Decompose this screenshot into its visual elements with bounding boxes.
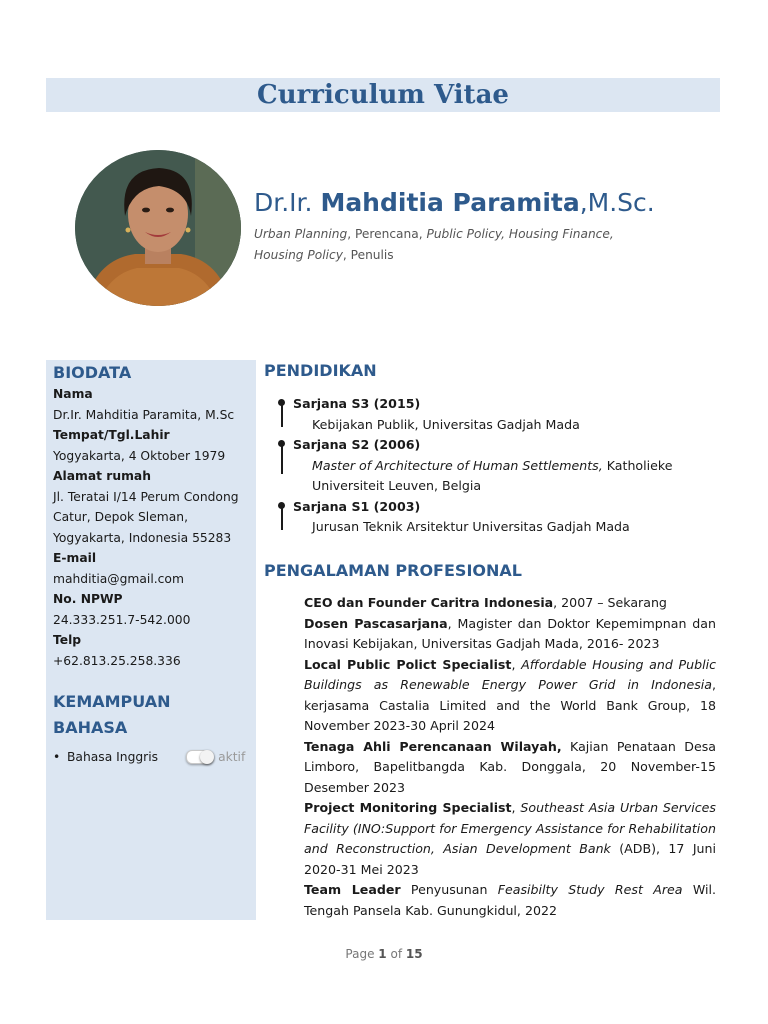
biodata-label: Nama [53, 387, 93, 401]
education-degree: Sarjana S1 (2003) [293, 498, 421, 514]
experience-segment: Dosen Pascasarjana [304, 615, 448, 631]
biodata-label: Tempat/Tgl.Lahir [53, 428, 170, 442]
education-item [264, 394, 720, 435]
timeline-line [281, 444, 283, 474]
experience-segment: Penyusunan [400, 882, 498, 897]
biodata-label: No. NPWP [53, 592, 123, 606]
education-item [264, 497, 720, 538]
biodata-value: Yogyakarta, 4 Oktober 1979 [53, 448, 226, 463]
full-name [254, 186, 734, 220]
experience-segment: (ADB), 17 Juni 2020-31 Mei 2023 [304, 841, 717, 877]
experience-segment: Southeast Asia Urban Services Facility (INO:Support for Emergency Assistance for Rehabilitation and Reconstruction, Asian Development Bank [304, 800, 716, 856]
portrait-photo-icon [75, 150, 241, 306]
biodata-value: Dr.Ir. Mahditia Paramita, M.Sc [53, 407, 235, 422]
experience-item [304, 737, 716, 799]
bullet-icon: • [53, 750, 61, 764]
tagline-segment: , Penulis [342, 248, 394, 262]
experience-segment: , [511, 656, 522, 672]
tagline-segment: Public Policy, Housing Finance, [426, 227, 614, 241]
language-heading-line1: KEMAMPUAN [53, 692, 171, 711]
biodata-label: E-mail [53, 551, 97, 565]
education-detail-segment: Master of Architecture of Human Settlements, [312, 457, 603, 473]
education-detail [293, 456, 720, 497]
biodata-fields [53, 384, 249, 671]
language-heading-line2: BAHASA [53, 718, 128, 737]
experience-item [304, 798, 716, 880]
timeline-line [281, 403, 283, 427]
toggle-knob [200, 750, 214, 764]
total-pages: 15 [405, 947, 423, 961]
document-title: Curriculum Vitae [257, 80, 509, 110]
experience-segment: Project Monitoring Specialist [304, 800, 512, 815]
name-main: Mahditia Paramita [320, 188, 580, 217]
experience-segment: , [511, 800, 521, 815]
name-suffix: ,M.Sc. [579, 188, 655, 217]
experience-segment: Feasibilty Study Rest Area [497, 882, 683, 897]
experience-segment: Affordable Housing and Public Buildings as Renewable Energy Power Grid in Indonesia [304, 656, 716, 692]
education-list [264, 394, 720, 538]
language-list [53, 747, 249, 768]
language-name: Bahasa Inggris [67, 750, 159, 764]
name-prefix: Dr.Ir. [254, 188, 321, 217]
experience-segment: , Magister dan Doktor Kepemimpnan dan Inovasi Kebijakan, Universitas Gadjah Mada, 2016- 2023 [304, 615, 716, 651]
experience-segment: Kajian Penataan Desa Limboro, Bapelitbangda Kab. Donggala, 20 November-15 Desember 2023 [304, 738, 716, 795]
profile-photo [75, 150, 241, 306]
education-degree: Sarjana S3 (2015) [293, 396, 421, 411]
experience-item [304, 614, 716, 655]
experience-segment: Tenaga Ahli Perencanaan Wilayah, [304, 738, 562, 754]
biodata-value: +62.813.25.258.336 [53, 653, 181, 668]
experience-segment: Team Leader [304, 882, 401, 897]
tagline-segment: , Perencana, [347, 227, 427, 241]
professional-tagline [254, 224, 634, 266]
experience-item [304, 880, 716, 921]
tagline-segment: Housing Policy [254, 248, 343, 262]
education-detail [293, 415, 720, 436]
experience-segment: , kerjasama Castalia Limited and the World Bank Group, 18 November 2023-30 April 2024 [304, 677, 716, 733]
language-item [53, 747, 249, 768]
education-heading: PENDIDIKAN [264, 361, 377, 380]
experience-segment: Wil. Tengah Pansela Kab. Gunungkidul, 2022 [304, 882, 716, 918]
language-status: aktif [218, 750, 246, 764]
tagline-segment: Urban Planning [254, 227, 348, 241]
experience-segment: Local Public Polict Specialist [304, 656, 512, 672]
current-page: 1 [378, 947, 387, 961]
education-detail [293, 517, 720, 538]
toggle-switch-icon [186, 750, 214, 764]
biodata-label: Telp [53, 633, 82, 647]
education-detail-segment: Kebijakan Publik, Universitas Gadjah Mada [312, 416, 580, 432]
of-word: of [386, 947, 406, 961]
experience-item [304, 593, 716, 614]
education-detail-segment: Katholieke Universiteit Leuven, Belgia [312, 457, 673, 493]
page-word: Page [345, 947, 379, 961]
biodata-heading: BIODATA [53, 363, 132, 382]
experience-item [304, 655, 716, 737]
biodata-value: mahditia@gmail.com [53, 571, 184, 586]
biodata-value: 24.333.251.7-542.000 [53, 612, 191, 627]
education-degree: Sarjana S2 (2006) [293, 437, 421, 452]
experience-segment: CEO dan Founder Caritra Indonesia [304, 595, 554, 610]
education-detail-segment: Jurusan Teknik Arsitektur Universitas Gadjah Mada [312, 519, 630, 534]
biodata-value: Jl. Teratai I/14 Perum Condong Catur, Depok Sleman, Yogyakarta, Indonesia 55283 [53, 489, 239, 545]
timeline-line [281, 506, 283, 530]
education-item [264, 435, 720, 497]
title-bar [46, 78, 720, 112]
biodata-label: Alamat rumah [53, 469, 151, 483]
experience-heading: PENGALAMAN PROFESIONAL [264, 561, 522, 580]
language-heading [53, 689, 249, 741]
page-footer [0, 947, 768, 961]
experience-list [304, 593, 716, 921]
experience-segment: , 2007 – Sekarang [553, 595, 667, 610]
sidebar-panel [46, 360, 256, 920]
